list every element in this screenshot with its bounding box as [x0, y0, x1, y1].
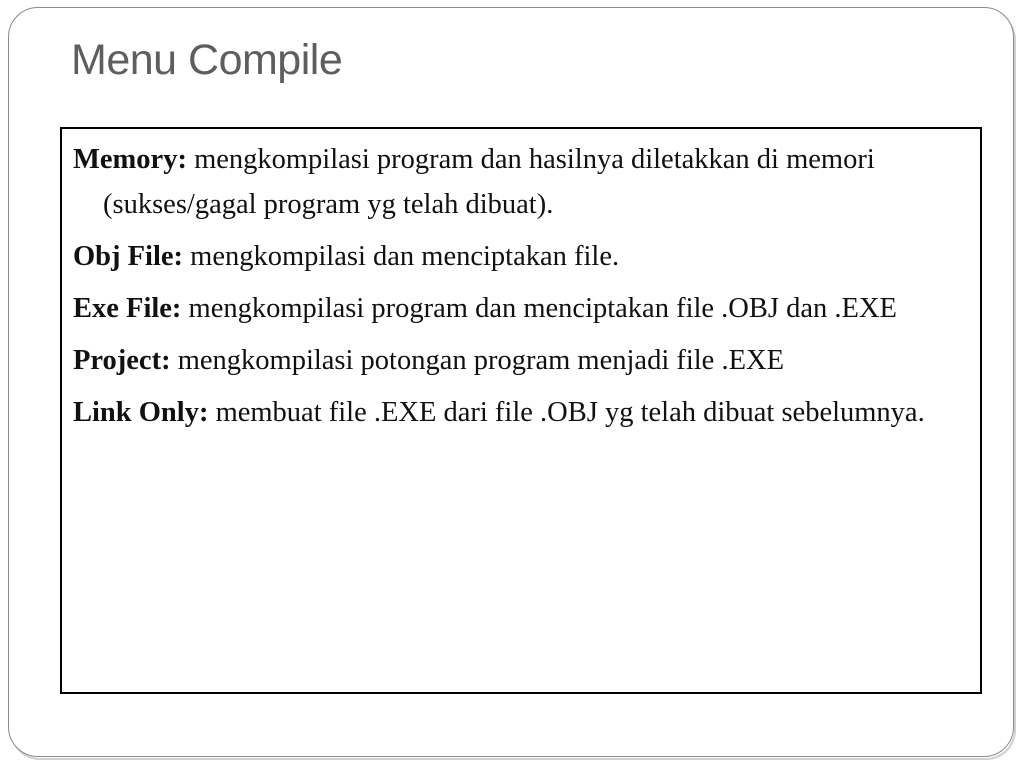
- entry-term: Memory:: [73, 144, 187, 175]
- entry-term: Project:: [73, 345, 171, 376]
- entry-term: Link Only:: [73, 397, 209, 428]
- entry-exe-file: [73, 286, 962, 331]
- entry-obj-file: [73, 234, 962, 279]
- slide-title: Menu Compile: [71, 36, 343, 84]
- entry-project: [73, 338, 962, 383]
- entry-description: mengkompilasi program dan menciptakan file .OBJ dan .EXE: [188, 293, 897, 324]
- entry-term: Exe File:: [73, 293, 182, 324]
- slide-frame: [8, 7, 1014, 757]
- entry-description: membuat file .EXE dari file .OBJ yg telah dibuat sebelumnya.: [215, 397, 925, 428]
- content-box: [60, 127, 982, 694]
- entry-description: mengkompilasi potongan program menjadi file .EXE: [177, 345, 784, 376]
- entry-term: Obj File:: [73, 241, 184, 272]
- entry-description: mengkompilasi dan menciptakan file.: [190, 241, 620, 272]
- entry-link-only: [73, 390, 962, 435]
- entry-memory: [73, 137, 962, 227]
- entry-description: mengkompilasi program dan hasilnya diletakkan di memori (sukses/gagal program yg telah dibuat).: [103, 144, 875, 220]
